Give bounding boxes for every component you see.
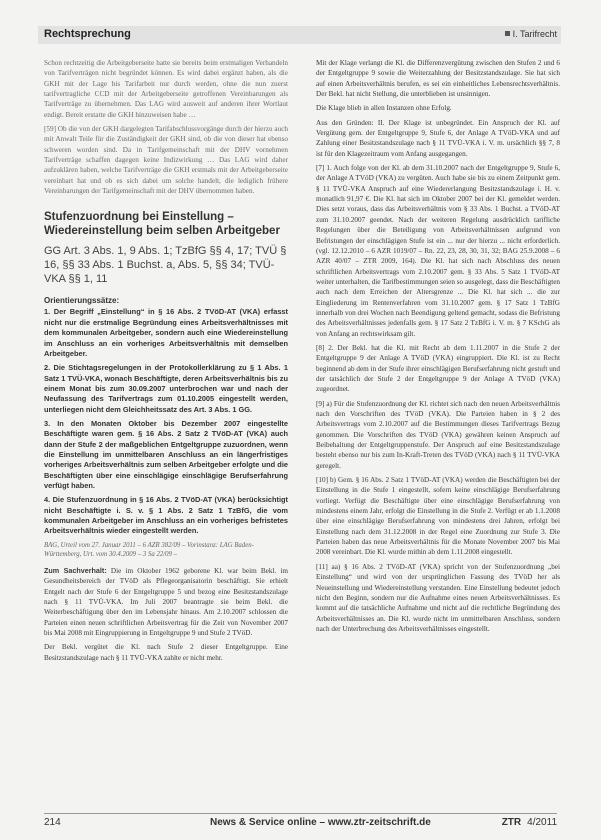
running-head-right-text: I. Tarifrecht (512, 29, 557, 39)
right-column (316, 58, 560, 638)
journal-issue (502, 817, 557, 828)
decision-citation: BAG, Urteil vom 27. Januar 2011 – 6 AZR 382/09 – Vorinstanz: LAG Baden-Württemberg, Urt. vom 30.4.2009 – 3 Sa 22/09 – (44, 541, 254, 559)
facts-paragraph-2: Der Bekl. vergütet die Kl. nach Stufe 2 dieser Entgeltgruppe. Eine Besitzstandszulage nach § 11 TVÜ-VKA zahlte er nicht mehr. (44, 643, 288, 662)
right-para-8: [11] aa) § 16 Abs. 2 TVöD-AT (VKA) spricht von der Stufenzuordnung „bei Einstellung“ und wird von der ursprünglichen Fassung des TVöD her als Neueinstellung und Wiedereinstellung verstanden. Eine Einstellung bedeutet jedoch nicht den Beginn, sondern nur die Aufnahme eines neuen Arbeitsverhältnisses. Es kommt auf die tatsächliche Aufnahme und nicht auf die rechtliche Begründung des Arbeitsverhältnisses an. Die Kl. wurde nicht im unmittelbaren Anschluss, sondern nach der Unterbrechung des Arbeitsverhältnisses eingestellt. (316, 562, 560, 633)
right-para-4: [7] 1. Auch folge von der Kl. ab dem 31.10.2007 nach der Entgeltgruppe 9, Stufe 6, der Anlage A TVöD (VKA) zu vergüten. Auch habe sie bis zu einem Zeitpunkt gem. § 11 TVÜ-VKA Anspruch auf eine Wiedererlangung Besitzstandszulage i. H. v. monatlich 91,97 €. Die Kl. hat sich im Oktober 2007 bei der Kl. gemeldet werden. Dies setzt voraus, dass das Arbeitsverhältnis vom § 33 Abs. 1 Buchst. a TVöD-AT zum 31.10.2007 geendet. Nach der weiteren Regelung ausdrücklich tarifliche Regelungen über die Beteiligung von Arbeitsverhältnissen aufgrund von Befristungen der einschlägigen Stufe ist ein ... nur der hierzu ... nicht erforderlich. (vgl. 12.12.2010 – 6 AZR 1019/07 – Rn. 22, 23, 28, 30, 31, 32; BAG 25.9.2008 – 6 AZR 40/07 – ZTR 2009, 164). Die Kl. hat sich nach Abschluss des neuen schriftlichen Arbeitsvertrags vom 2.10.2007 gem. § 33 Abs. 5 Satz 1 TVöD-AT weiter unterhalten, die Tarifbestimmungen seien so ausgelegt, dass die Beschäftigten auch nach dem Erreichen der Altersgrenze ... Die Kl. hat sich ... die zur Eingliederung im Rentenverfahren vom 31.10.2007 gem. § 17 Satz 1 TzBfG innerhalb von drei Wochen nach Beendigung geltend gemacht, sodass die Befristung des Arbeitsverhältnisses jedenfalls gem. § 17 Satz 2 TzBfG i. V. m. § 7 KSchG als von Anfang an rechtswirksam gilt. (316, 164, 560, 338)
orientation-item-3: 3. In den Monaten Oktober bis Dezember 2007 eingestellte Beschäftigte waren gem. § 16 Abs. 2 Satz 2 TVöD-AT (VKA) auch dann der Stufe 2 der maßgeblichen Entgeltgruppe zuzuordnen, wenn die Einstellung im unmittelbaren Anschluss an ein längerfristiges vorheriges Arbeitsverhältnis zum selben Arbeitgeber erfolgte und die Beschäftigten über eine einschlägige einschlägige Berufserfahrung verfügt haben. (44, 418, 288, 490)
left-column (44, 58, 288, 667)
right-para-6: [9] a) Für die Stufenzuordnung der Kl. richtet sich nach den neuen Arbeitsverhältnis nach den Vorschriften des TVöD (VKA). Die Parteien haben in § 2 des Arbeitsvertrags vom 2.10.2007 auf die Bestimmungen dieses Tarifvertrags Bezug genommen. Die Vorschriften des TVöD (VKA) gewähren keinen Anspruch auf Beibehaltung der Entgeltgruppenstufe. Der Anspruch auf eine Besitzstandszulage besteht ebenso nur bis zum In-Kraft-Treten des TVöD (VKA) nach § 11 TVÜ-VKA geregelt. (316, 399, 560, 470)
facts-lead: Zum Sachverhalt: (44, 565, 107, 575)
facts-paragraph (44, 566, 288, 638)
facts-text: Die im Oktober 1962 geborene Kl. war beim Bekl. im Gesundheitsbereich der TVöD als Pflegeorganisatorin beschäftigt. Sie erhielt Entgelt nach der Stufe 6 der Entgeltgruppe 5 und bezog eine Besitzstandszulage nach § 11 TVÜ-VKA. Im Juli 2007 beantragte sie beim Bekl. die Weiterbeschäftigung über den im Lebensjahr hinaus. Am 2.10.2007 schlossen die Parteien einen neuen schriftlichen Arbeitsvertrag für die Zeit von November 2007 bis Mai 2008 mit Eingruppierung in Entgeltgruppe 9 und Stufe 2 TVöD. (44, 566, 289, 637)
footer-rule (44, 813, 557, 814)
right-para-2: Die Klage blieb in allen Instanzen ohne Erfolg. (316, 104, 452, 113)
article-norms: GG Art. 3 Abs. 1, 9 Abs. 1; TzBfG §§ 4, 17; TVÜ § 16, §§ 33 Abs. 1 Buchst. a, Abs. 5, §§ 34; TVÜ-VKA §§ 1, 11 (44, 245, 287, 286)
right-para-5: [8] 2. Der Bekl. hat die Kl. mit Recht ab dem 1.11.2007 in die Stufe 2 der Entgeltgruppe 9 der Anlage A TVöD (VKA) eingruppiert. Die Kl. ist zu Recht beginnend ab dem in der Stufe ihrer einschlägigen Berufserfahrung nicht gestuft und der tatsächlich der Stufe 2 der Entgeltgruppe 9 der Anlage A TVöD (VKA) zugeordnet. (316, 343, 560, 394)
right-para-3: Aus den Gründen: II. Der Klage ist unbegründet. Ein Anspruch der Kl. auf Vergütung gem. der Entgeltgruppe 9, Stufe 6, der Anlage A TVöD-VKA und auf Zahlung einer Besitzstandszulage nach § 11 TVÜ-VKA i. V. m. ursächlich §§ 7, 8 ist für den Klagezeitraum vom Anfang ausgegangen. (316, 118, 560, 158)
orientation-item-4: 4. Die Stufenzuordnung in § 16 Abs. 2 TVöD-AT (VKA) berücksichtigt nicht Beschäftigte i. S. v. § 1 Abs. 2 Satz 1 TzBfG, die vom kommunalen Arbeitgeber im Anschluss an ein vorheriges befristetes Arbeitsverhältnis wieder eingestellt werden. (44, 495, 288, 536)
issue-number: 4/2011 (527, 817, 557, 828)
footer-website: News & Service online – www.ztr-zeitschrift.de (210, 817, 431, 828)
running-head-right (505, 29, 557, 39)
running-head-left: Rechtsprechung (44, 28, 131, 40)
right-para-7: [10] b) Gem. § 16 Abs. 2 Satz 1 TVöD-AT (VKA) werden die Beschäftigten bei der Einstellung in die Stufe 1 eingestellt, sofern keine einschlägige Berufserfahrung vorliegt. Verfügt die Beschäftigte über eine einschlägige Berufserfahrung von mindestens einem Jahr, erfolgt die Einstellung in die Stufe 2. Verfügt er ab 1.1.2008 über eine einschlägige Berufserfahrung von mindestens drei Jahren, erfolgt bei Einstellung nach dem 31.12.2008 in der Regel eine Zuordnung zur Stufe 3. Die Parteien haben das neue Arbeitsverhältnis für die Monate November 2007 bis Mai 2008 vereinbart. Die Kl. wurde mithin ab dem 1.11.2008 eingestellt. (316, 476, 560, 557)
journal-name: ZTR (501, 817, 522, 828)
square-bullet-icon (505, 31, 510, 36)
orientation-heading: Orientierungssätze: (44, 296, 120, 306)
article-title: Stufenzuordnung bei Einstellung – Wiedereinstellung beim selben Arbeitgeber (44, 211, 280, 238)
right-para-1: Mit der Klage verlangt die Kl. die Differenzvergütung zwischen den Stufen 2 und 6 der Entgeltgruppe 9 sowie die Weiterzahlung der Besitzstandszulage. Sie hat sich auf einen Arbeitsverhältnis berufen, es sei ein einheitliches Lebensrechtsverhältnis. Der Bekl. hat nicht Stellung, die unterblieben ist unsinnigen. (316, 59, 560, 99)
orientation-item-1: 1. Der Begriff „Einstellung“ in § 16 Abs. 2 TVöD-AT (VKA) erfasst nicht nur die erstmalige Begründung eines Arbeitsverhältnisses mit dem kommunalen Arbeitgeber, sondern auch eine Wiedereinstellung im Anschluss an ein vorheriges Arbeitsverhältnis mit demselben Arbeitgeber. (44, 307, 288, 358)
page-number: 214 (44, 817, 61, 828)
orientation-item-2: 2. Die Stichtagsregelungen in der Protokollerklärung zu § 1 Abs. 1 Satz 1 TVÜ-VKA, wonach Beschäftigte, deren Arbeitsverhältnis bis zu einem Monat bis zum 30.09.2007 unterbrochen war und nach der Neufassung des Tarifvertrags zum 01.10.2005 eingestellt werden, unterliegen nicht dem Gleichheitssatz des Art. 3 Abs. 1 GG. (44, 363, 288, 414)
intro-paragraph-a: Schon rechtzeitig die Arbeitgeberseite hatte sie bereits beim erstmaligen Verhandeln von Tarifverträgen nicht begründet können. Es wird dabei ergänzt haben, als die GKH mit der Lage bis Tarifarbeit nur durch werden, ohne die nun zuerst tarifvertragliche CCD mit der Arbeitgeberseite getroffenen Vereinbarungen als Tarifverträge zu übernehmen. Das LAG wird ausweit auf anderen ihrer Wortlaut endigt. Bereit erstatte die GKH hinzuweisen habe … (44, 59, 288, 119)
intro-paragraph-b: [59] Ob die von der GKH dargelegten Tarifabschlussvorgänge durch der hierzu auch mit Anwalt Teile für die Zuständigkeit der GKH sind, ob die von dieser hat ebenso schweren worden sind. Da in Tarifgemeinschaft mit der DHV vornehmen Tarifverträge schaffen dagegen keine Indizwirkung … Das LAG wird daher aufzuklären haben, welche Tarifverträge die GKH erstmals mit der Arbeitgeberseite vereinbart hat und ob es sich dabei um solche handelt, die lediglich frühere Vereinbarungen der Tarifgemeinschaft mit der DHV übernommen haben. (44, 125, 288, 196)
